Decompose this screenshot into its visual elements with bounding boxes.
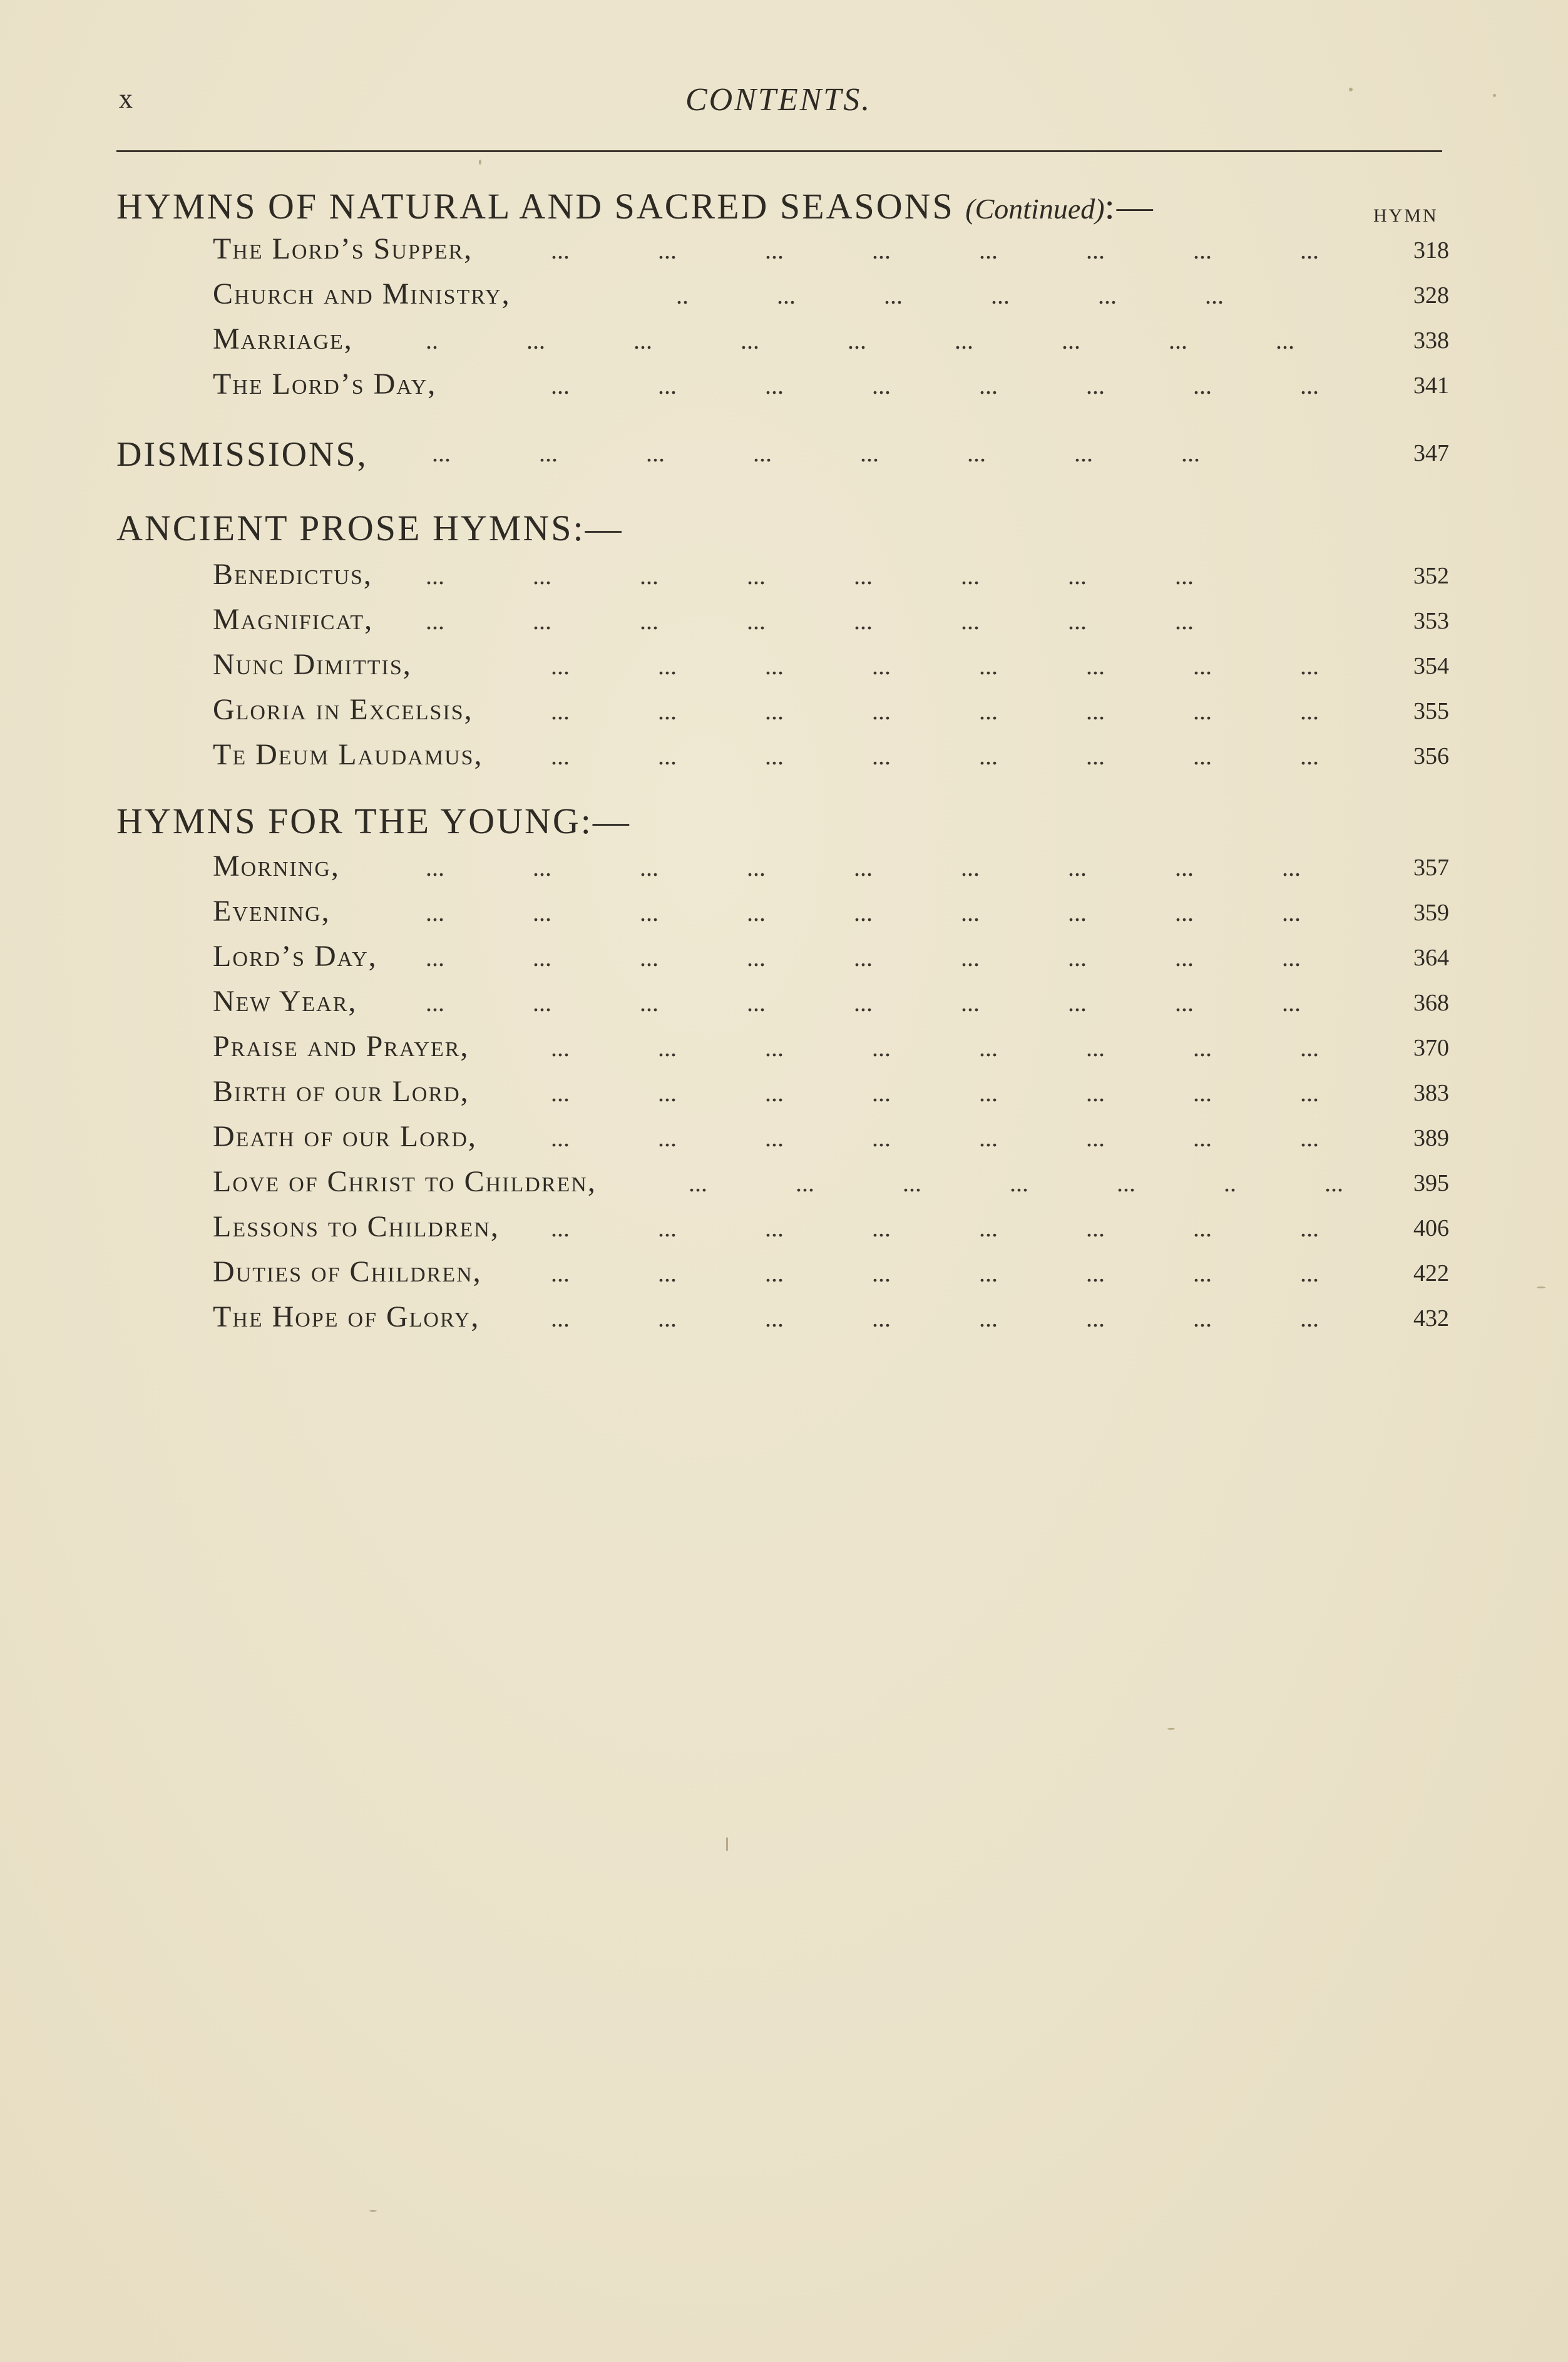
toc-entry-label: The Hope of Glory, (213, 1300, 480, 1333)
paper-speck (1493, 94, 1496, 97)
section-heading-text: HYMNS OF NATURAL AND SACRED SEASONS (116, 186, 966, 227)
toc-entry (213, 984, 1449, 1022)
section-heading-ancient-prose-hymns: ANCIENT PROSE HYMNS:— (116, 508, 623, 548)
toc-entry (213, 602, 1449, 640)
toc-entry-label: Duties of Children, (213, 1255, 482, 1288)
toc-entry-hymn-number: 353 (1413, 608, 1449, 634)
toc-entry-label: Benedictus, (213, 558, 372, 591)
toc-entry-label: The Lord’s Day, (213, 367, 437, 401)
paper-speck (1167, 1728, 1175, 1730)
section-heading-dismissions: DISMISSIONS, (116, 435, 368, 474)
toc-entry-label: Praise and Prayer, (213, 1030, 469, 1063)
dot-leaders: .. ... ... ... ... ... (676, 281, 1224, 309)
toc-entry-label: Church and Ministry, (213, 277, 511, 311)
toc-entry (213, 1164, 1449, 1202)
running-title: CONTENTS. (685, 82, 872, 118)
section-heading-end: :— (1104, 186, 1155, 227)
toc-entry-label: Death of our Lord, (213, 1120, 477, 1153)
dot-leaders: ... ... ... ... ... ... ... ... (551, 1079, 1319, 1107)
toc-entry-label: The Lord’s Supper, (213, 232, 473, 265)
toc-entry (213, 1029, 1449, 1067)
dot-leaders: ... ... ... ... ... ... ... ... (551, 1034, 1319, 1062)
paper-speck (479, 160, 481, 165)
toc-entry-hymn-number: 389 (1413, 1125, 1449, 1151)
paper-speck (1349, 88, 1353, 91)
dot-leaders: ... ... ... ... ... ... ... ... ... (426, 898, 1301, 927)
dot-leaders: ... ... ... ... ... ... ... ... (551, 697, 1319, 725)
toc-entry (213, 1209, 1449, 1247)
toc-entry-hymn-number: 359 (1413, 900, 1449, 926)
toc-entry-hymn-number: 395 (1413, 1170, 1449, 1196)
dot-leaders: ... ... ... ... ... ... ... ... ... (426, 988, 1301, 1017)
toc-entry (213, 1255, 1449, 1292)
toc-entry-hymn-number: 357 (1413, 855, 1449, 881)
toc-entry-label: Marriage, (213, 322, 353, 356)
toc-entry-hymn-number: 355 (1413, 698, 1449, 724)
toc-entry-label: Birth of our Lord, (213, 1075, 469, 1108)
toc-entry (213, 557, 1449, 595)
toc-entry-label: Te Deum Laudamus, (213, 738, 483, 771)
dot-leaders: ... ... ... ... ... ... ... ... (551, 742, 1319, 770)
section-heading-natural-sacred-seasons (116, 185, 1155, 227)
dot-leaders: ... ... ... ... ... ... ... ... (551, 652, 1319, 680)
toc-entry (213, 277, 1449, 314)
paper-speck (369, 2210, 377, 2212)
dot-leaders: ... ... ... ... ... ... ... ... (551, 1304, 1319, 1332)
toc-entry-hymn-number: 364 (1413, 945, 1449, 971)
toc-entry (213, 322, 1449, 359)
toc-entry-hymn-number: 356 (1413, 743, 1449, 769)
section-heading-suffix: (Continued) (965, 193, 1105, 225)
toc-entry (213, 849, 1449, 886)
dot-leaders: ... ... ... ... ... ... ... ... (426, 562, 1194, 590)
toc-entry-hymn-number: 354 (1413, 653, 1449, 679)
toc-entry-label: Evening, (213, 895, 331, 928)
hymn-column-label: HYMN (1373, 205, 1438, 226)
toc-entry (213, 692, 1449, 730)
toc-entry (213, 894, 1449, 932)
toc-entry-hymn-number: 352 (1413, 563, 1449, 589)
toc-entry-hymn-number: 383 (1413, 1080, 1449, 1106)
dot-leaders: ... ... ... ... ... ... ... ... ... (426, 853, 1301, 881)
paper-speck (1537, 1286, 1545, 1288)
dot-leaders: ... ... ... ... ... ... ... ... (551, 1214, 1319, 1242)
toc-entry-hymn-number: 347 (1413, 440, 1449, 466)
toc-entry-hymn-number: 432 (1413, 1305, 1449, 1332)
toc-entry (213, 939, 1449, 977)
toc-entry-hymn-number: 370 (1413, 1035, 1449, 1061)
toc-entry (213, 232, 1449, 269)
toc-entry-label: Lessons to Children, (213, 1210, 500, 1243)
toc-entry (213, 367, 1449, 404)
toc-entry (213, 737, 1449, 775)
dot-leaders: ... ... ... ... ... ... ... ... (551, 1124, 1319, 1152)
toc-entry-hymn-number: 338 (1413, 327, 1449, 354)
toc-entry-label: Nunc Dimittis, (213, 648, 412, 681)
toc-entry (213, 1119, 1449, 1157)
paper-speck (726, 1837, 728, 1851)
toc-entry-label: Magnificat, (213, 603, 374, 636)
toc-entry-hymn-number: 328 (1413, 282, 1449, 309)
dot-leaders: ... ... ... ... ... ... ... ... (551, 236, 1319, 264)
dot-leaders: .. ... ... ... ... ... ... ... ... (426, 326, 1294, 354)
header-rule (116, 150, 1442, 152)
toc-entry-label: Lord’s Day, (213, 940, 377, 973)
dot-leaders: ... ... ... ... ... .. ... (689, 1169, 1343, 1197)
toc-entry-hymn-number: 406 (1413, 1215, 1449, 1241)
dot-leaders: ... ... ... ... ... ... ... ... (551, 371, 1319, 399)
page-number: x (119, 83, 133, 114)
section-heading-hymns-for-the-young: HYMNS FOR THE YOUNG:— (116, 801, 631, 841)
toc-entry-hymn-number: 422 (1413, 1260, 1449, 1286)
toc-entry-label: Morning, (213, 850, 340, 883)
toc-entry-label: Gloria in Excelsis, (213, 693, 473, 726)
toc-entry (213, 1300, 1449, 1337)
toc-entry-label: Love of Christ to Children, (213, 1165, 597, 1198)
dot-leaders: ... ... ... ... ... ... ... ... (426, 607, 1194, 635)
dot-leaders: ... ... ... ... ... ... ... ... ... (426, 943, 1301, 972)
toc-entry-hymn-number: 318 (1413, 237, 1449, 264)
toc-entry-hymn-number: 341 (1413, 372, 1449, 399)
toc-entry (213, 647, 1449, 685)
toc-entry (213, 1074, 1449, 1112)
dot-leaders: ... ... ... ... ... ... ... ... (551, 1259, 1319, 1287)
toc-entry-dismissions (116, 434, 1449, 474)
toc-entry-label: New Year, (213, 985, 357, 1018)
dot-leaders: ... ... ... ... ... ... ... ... (432, 439, 1200, 467)
toc-entry-hymn-number: 368 (1413, 990, 1449, 1016)
